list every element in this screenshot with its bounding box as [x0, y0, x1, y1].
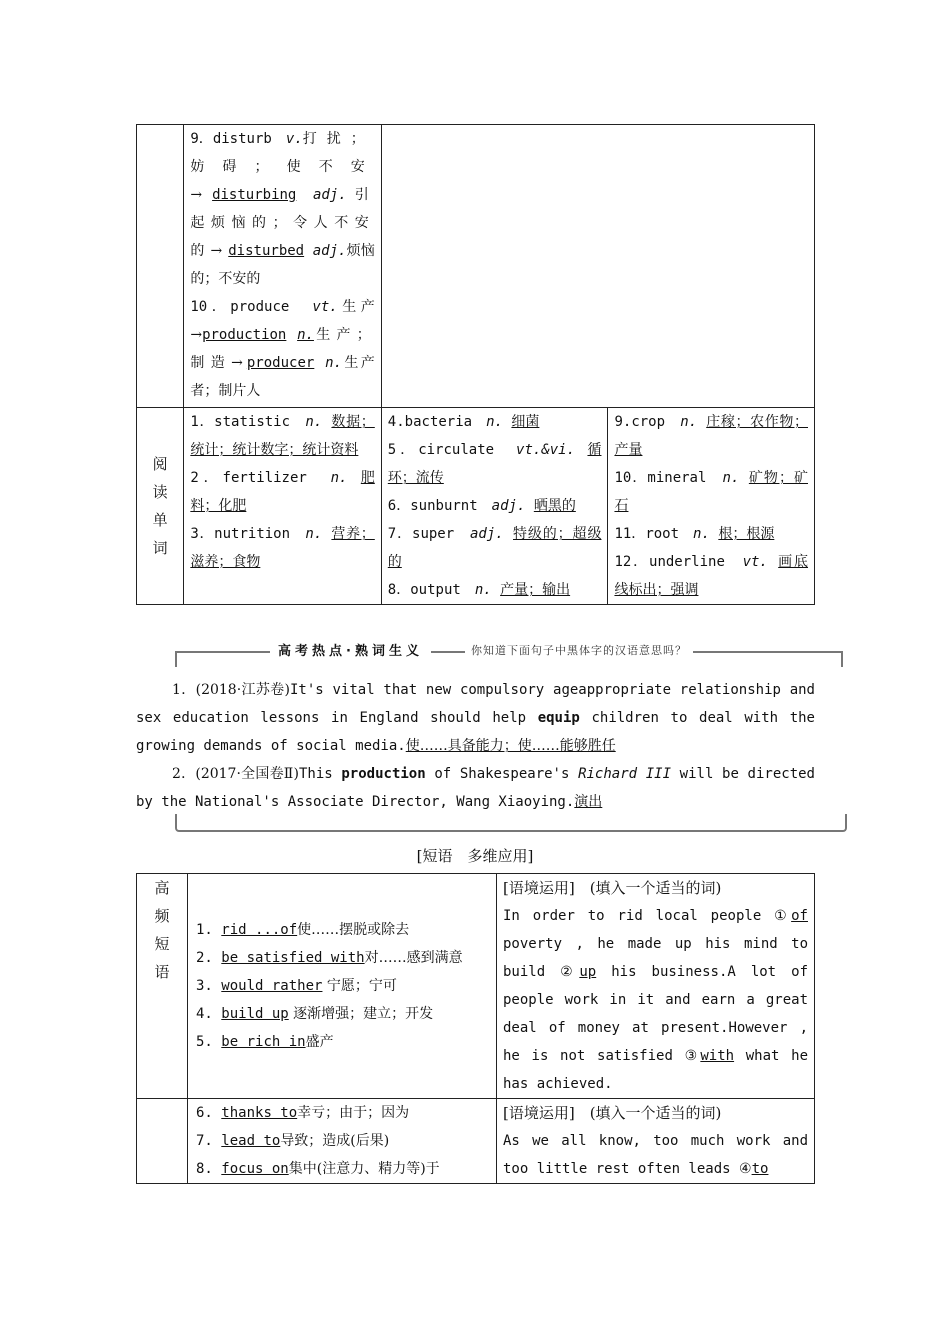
item-number: 2. [196, 950, 213, 966]
context-text [503, 1127, 808, 1183]
bold-word: production [341, 766, 426, 782]
vocab-word: circulate [418, 442, 495, 458]
item-number: 9. [614, 414, 632, 430]
context-span: poverty , he made up his mind to build [503, 936, 808, 980]
label-char: 短 [154, 935, 170, 953]
sentence-text: of Shakespeare's [425, 766, 579, 782]
answer: 使……具备能力；使……能够胜任 [405, 738, 616, 754]
phrases-table [136, 873, 815, 1184]
reading-item [614, 520, 808, 548]
phrase-item [194, 1028, 490, 1056]
meaning: 生产→ [190, 299, 375, 343]
hot-sentence-2 [136, 760, 815, 816]
meaning: 生产者；制片人 [190, 355, 375, 399]
reading-item [190, 520, 374, 576]
meaning: 根；根源 [718, 526, 775, 542]
item-number: 7. [196, 1133, 213, 1149]
blank-number: ① [774, 908, 792, 924]
blank-answer: of [791, 908, 808, 924]
phrase: build up [221, 1006, 289, 1022]
pos: n. [325, 355, 342, 371]
pos: n. [693, 526, 710, 542]
context-span: As we all know, too much work and too little rest often leads [503, 1133, 808, 1177]
pos: vt. [742, 554, 768, 570]
meaning: 产量；输出 [500, 582, 571, 598]
vocab-word: underline [649, 554, 725, 570]
vocab-word: nutrition [214, 526, 291, 542]
phrase: would rather [221, 978, 323, 994]
meaning: 生产；制造→ [190, 327, 375, 371]
sentence-source: (2017·全国卷Ⅱ) [195, 766, 299, 782]
vocab-word: output [410, 582, 461, 598]
item-number: 4. [387, 414, 405, 430]
reading-label-cell [137, 408, 184, 605]
reading-item [388, 520, 602, 576]
sentence-text: children to deal with the growing demands of social media. [136, 710, 815, 754]
hot-topic-sentences [136, 676, 815, 816]
pos: n. [297, 327, 314, 343]
phrases-group-2 [188, 1099, 497, 1184]
meaning: 集中(注意力、精力等)于 [288, 1161, 440, 1177]
sentence-source: (2018·江苏卷) [195, 682, 290, 698]
item-number: 5. [196, 1034, 213, 1050]
item-number: 4. [196, 1006, 213, 1022]
item-number: 8． [387, 582, 411, 598]
pos: n. [486, 414, 503, 430]
meaning: 使……摆脱或除去 [297, 922, 410, 938]
reading-item [388, 576, 602, 604]
sentence-number: 2． [172, 766, 196, 782]
meaning: 宁愿；宁可 [322, 978, 397, 994]
phrases-label-cell [137, 874, 188, 1099]
phrase: rid ...of [221, 922, 298, 938]
meaning: 数据；统计；统计数字；统计资料 [190, 414, 375, 458]
reading-item [388, 492, 602, 520]
blank-number: ③ [684, 1048, 701, 1064]
item-number: 11． [614, 526, 646, 542]
vocab-table [136, 124, 815, 605]
meaning: 盛产 [305, 1034, 334, 1050]
item-number: 10． [190, 299, 231, 315]
meaning: 庄稼；农作物；产量 [614, 414, 808, 458]
vocab-word: produce [230, 299, 290, 315]
phrase-item [194, 1000, 490, 1028]
label-char: 读 [152, 483, 168, 501]
banner-bottom-frame [175, 814, 847, 832]
context-text [503, 902, 808, 1098]
meaning: 对……感到满意 [364, 950, 463, 966]
phrases-group-1 [188, 874, 497, 1099]
vocab-word: crop [631, 414, 666, 430]
vocab-word: disturb [212, 131, 272, 147]
meaning: 逐渐增强；建立；开发 [288, 1006, 434, 1022]
meaning: 画底线标出；强调 [614, 554, 809, 598]
item-number: 3． [190, 526, 215, 542]
blank-number: ② [560, 964, 580, 980]
item-number: 8. [196, 1161, 213, 1177]
meaning: 循环；流传 [387, 442, 602, 486]
phrase-item [194, 972, 490, 1000]
reading-item [388, 408, 602, 436]
answer: 演出 [574, 794, 603, 810]
meaning: 营养；滋养；食物 [190, 526, 375, 570]
phrase-item [194, 1099, 490, 1127]
label-char: 高 [154, 879, 170, 897]
derived-word: disturbed [228, 243, 305, 259]
vocab-word: fertilizer [222, 470, 307, 486]
pos: adj. [469, 526, 504, 542]
vocab-label-cell [137, 125, 184, 408]
blank-number: ④ [739, 1161, 752, 1177]
pos: adj. [491, 498, 526, 514]
label-char: 阅 [152, 455, 168, 473]
item-number: 1. [196, 922, 213, 938]
pos: adj. [312, 243, 347, 259]
reading-item [388, 436, 602, 492]
sentence-text: will be directed by the National's Associate Director, Wang Xiaoying. [136, 766, 815, 810]
meaning: 打扰；妨碍；使不安→ [190, 131, 375, 203]
vocab-word: statistic [214, 414, 291, 430]
derived-word: production [202, 327, 287, 343]
phrase: thanks to [221, 1105, 298, 1121]
context-span: his business.A lot of people work in it and earn a great deal of money at present.However , he is not satisfied [503, 964, 808, 1064]
section-title: [短语 多维应用] [416, 847, 534, 865]
sentence-text: It's vital that new compulsory ageappropriate relationship and sex education lessons in England should help [136, 682, 815, 726]
phrase: be satisfied with [221, 950, 365, 966]
pos: v. [285, 131, 303, 147]
meaning: 引起烦恼的；令人不安的→ [190, 187, 375, 259]
context-span: what he has achieved. [503, 1048, 808, 1092]
reading-item [614, 464, 808, 520]
vocab-cell-9-10 [184, 125, 381, 408]
label-char: 词 [152, 539, 168, 557]
context-heading: [语境运用] (填入一个适当的词) [503, 879, 722, 897]
phrase: lead to [221, 1133, 281, 1149]
context-heading: [语境运用] (填入一个适当的词) [503, 1104, 722, 1122]
vocab-word: super [412, 526, 455, 542]
meaning: 导致；造成(后果) [280, 1133, 390, 1149]
hot-topic-banner [175, 634, 843, 670]
context-span: In order to rid local people [503, 908, 775, 924]
vocab-word: sunburnt [410, 498, 478, 514]
reading-item [614, 408, 808, 464]
phrase-item [194, 1155, 490, 1183]
hot-sentence-1 [136, 676, 815, 760]
pos: adj. [312, 187, 347, 203]
vocab-word: root [645, 526, 680, 542]
pos: vt. [312, 299, 338, 315]
label-char: 单 [152, 511, 168, 529]
reading-item [190, 408, 374, 464]
phrase-item [194, 1127, 490, 1155]
label-char: 频 [154, 907, 170, 925]
context-2 [497, 1099, 815, 1184]
empty-cell [381, 125, 814, 408]
pos: n. [330, 470, 348, 486]
derived-word: producer [246, 355, 315, 371]
item-number: 5． [387, 442, 419, 458]
item-number: 1． [190, 414, 215, 430]
reading-item [190, 464, 374, 520]
phrase-item [194, 916, 490, 944]
phrase: focus on [221, 1161, 289, 1177]
item-number: 2． [190, 470, 223, 486]
phrases-label-cell-2 [137, 1099, 188, 1184]
item-number: 3. [196, 978, 213, 994]
pos: n. [680, 414, 698, 430]
pos: n. [305, 414, 323, 430]
reading-col-2 [381, 408, 608, 605]
italic-title: Richard III [578, 766, 672, 782]
vocab-word: bacteria [404, 414, 473, 430]
vocab-word: mineral [647, 470, 707, 486]
sentence-text: This [299, 766, 342, 782]
reading-col-1 [184, 408, 381, 605]
banner-title: 高考热点·熟词生义 [270, 640, 431, 659]
meaning: 矿物；矿石 [614, 470, 808, 514]
context-1 [497, 874, 815, 1099]
item-number: 10． [614, 470, 648, 486]
blank-answer: to [751, 1161, 769, 1177]
item-number: 6． [387, 498, 411, 514]
meaning: 特级的；超级的 [387, 526, 602, 570]
meaning: 幸亏；由于；因为 [297, 1105, 410, 1121]
reading-col-3 [608, 408, 815, 605]
item-number: 7． [387, 526, 413, 542]
blank-answer: up [579, 964, 597, 980]
meaning: 细菌 [511, 414, 540, 430]
reading-item [614, 548, 808, 604]
pos: n. [722, 470, 740, 486]
blank-answer: with [700, 1048, 735, 1064]
bold-word: equip [537, 710, 580, 726]
sentence-number: 1． [172, 682, 196, 698]
meaning: 烦恼的；不安的 [190, 243, 375, 287]
phrase: be rich in [221, 1034, 306, 1050]
item-number: 9． [190, 131, 213, 147]
pos: n. [305, 526, 323, 542]
pos: vt.&vi. [516, 442, 576, 458]
banner-hint: 你知道下面句子中黑体字的汉语意思吗？ [465, 642, 693, 658]
item-number: 12． [614, 554, 650, 570]
pos: n. [474, 582, 492, 598]
phrase-item [194, 944, 490, 972]
derived-word: disturbing [212, 187, 297, 203]
meaning: 肥料；化肥 [190, 470, 375, 514]
meaning: 晒黑的 [533, 498, 576, 514]
item-number: 6. [196, 1105, 213, 1121]
label-char: 语 [154, 963, 170, 981]
